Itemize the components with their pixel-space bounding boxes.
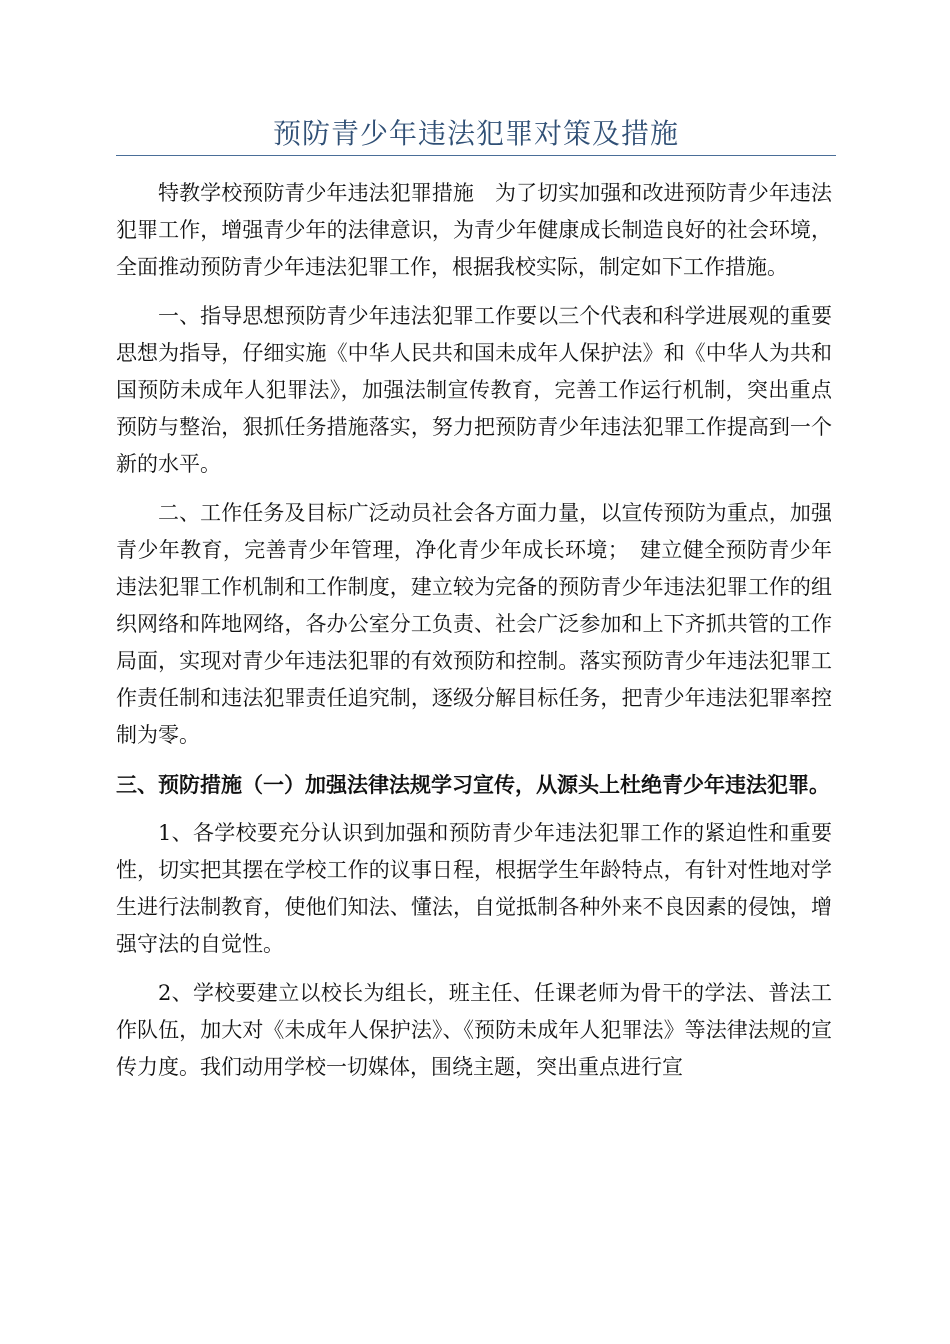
- title-underline: [116, 155, 836, 156]
- prevention-measures-heading: 三、预防措施（一）加强法律法规学习宣传，从源头上杜绝青少年违法犯罪。: [116, 772, 830, 797]
- measure-1-paragraph: 1、各学校要充分认识到加强和预防青少年违法犯罪工作的紧迫性和重要性，切实把其摆在学校工作的议事日程，根据学生年龄特点，有针对性地对学生进行法制教育，使他们知法、懂法，自觉抵制各种外来不良因素的侵蚀，增强守法的自觉性。: [116, 821, 832, 956]
- intro-paragraph: 特教学校预防青少年违法犯罪措施 为了切实加强和改进预防青少年违法犯罪工作，增强青少年的法律意识，为青少年健康成长制造良好的社会环境，全面推动预防青少年违法犯罪工作，根据我校实际，制定如下工作措施。: [116, 181, 832, 279]
- document-body: [116, 175, 832, 1098]
- guiding-principle-paragraph: 一、指导思想预防青少年违法犯罪工作要以三个代表和科学进展观的重要思想为指导，仔细实施《中华人民共和国未成年人保护法》和《中华人为共和国预防未成年人犯罪法》，加强法制宣传教育，完善工作运行机制，突出重点预防与整治，狠抓任务措施落实，努力把预防青少年违法犯罪工作提高到一个新的水平。: [116, 304, 832, 476]
- document-title: 预防青少年违法犯罪对策及措施: [272, 117, 679, 150]
- measure-2-paragraph: 2、学校要建立以校长为组长，班主任、任课老师为骨干的学法、普法工作队伍，加大对《未成年人保护法》、《预防未成年人犯罪法》等法律法规的宣传力度。我们动用学校一切媒体，围绕主题，突出重点进行宣: [116, 981, 832, 1079]
- tasks-goals-paragraph: 二、工作任务及目标广泛动员社会各方面力量，以宣传预防为重点，加强青少年教育，完善青少年管理，净化青少年成长环境； 建立健全预防青少年违法犯罪工作机制和工作制度，建立较为完备的预防青少年违法犯罪工作的组织网络和阵地网络，各办公室分工负责、社会广泛参加和上下齐抓共管的工作局面，实现对青少年违法犯罪的有效预防和控制。落实预防青少年违法犯罪工作责任制和违法犯罪责任追究制，逐级分解目标任务，把青少年违法犯罪率控制为零。: [116, 501, 832, 747]
